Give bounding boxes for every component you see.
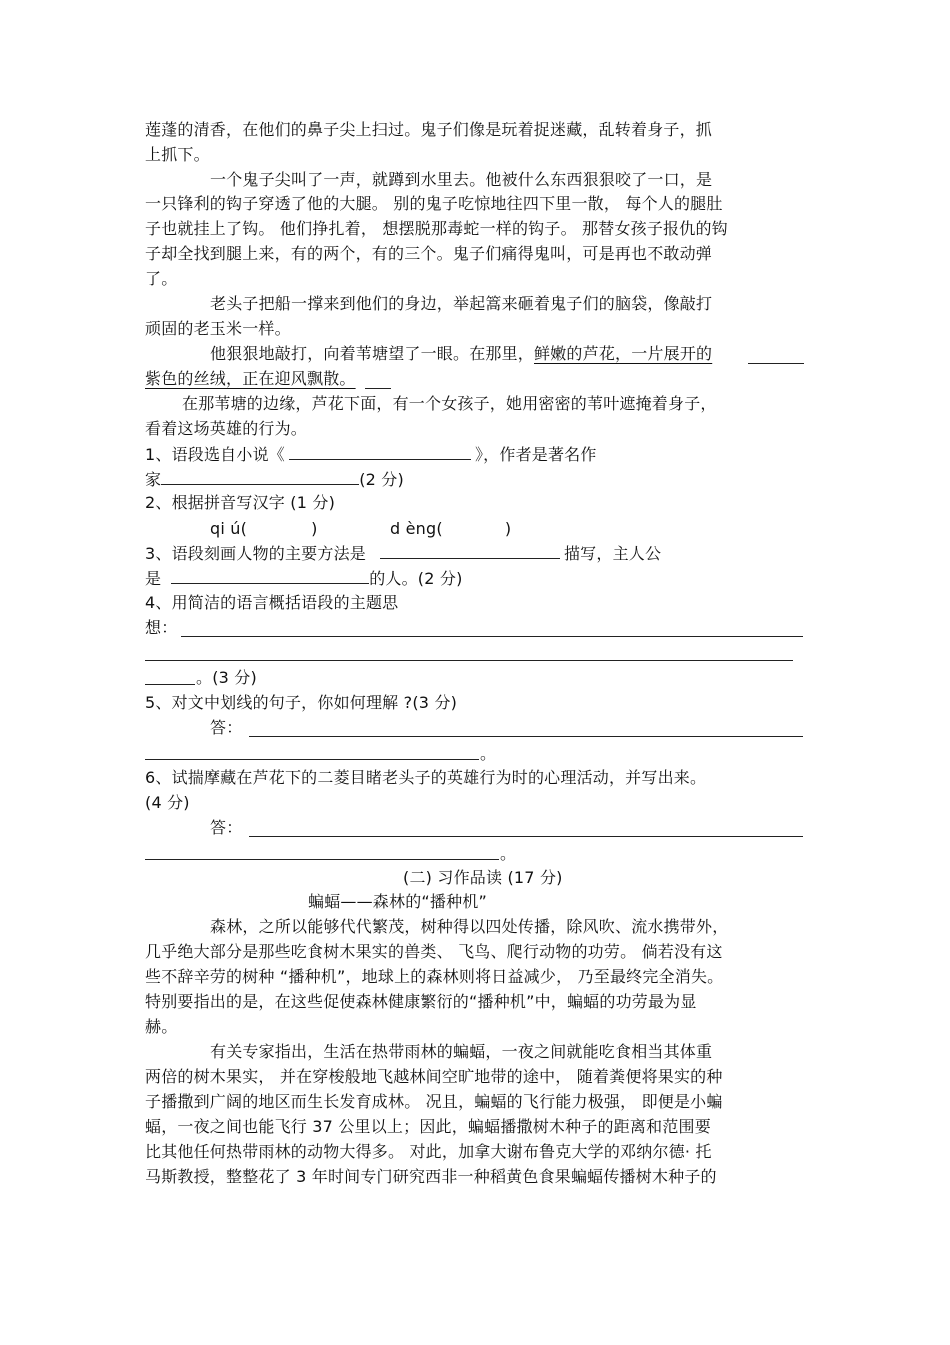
method-blank[interactable] — [380, 541, 560, 559]
passage-line: 了。 — [145, 269, 178, 288]
underline-extension — [365, 388, 391, 389]
question-text: 是 — [145, 569, 162, 588]
question-text: 》，作者是著名作 — [474, 445, 597, 464]
article-line: 比其他任何热带雨林的动物大得多。 对此，加拿大谢布鲁克大学的邓纳尔德· 托 — [145, 1142, 712, 1161]
underline-extension — [748, 363, 804, 364]
question-text: 家 — [145, 470, 162, 489]
novel-title-blank[interactable] — [289, 442, 471, 460]
article-line: 马斯教授，整整花了 3 年时间专门研究西非一种稻黄色食果蝙蝠传播树木种子的 — [145, 1167, 717, 1186]
author-blank[interactable] — [161, 467, 359, 485]
pinyin-2 — [390, 517, 511, 541]
passage-line: 子却全找到腿上来，有的两个，有的三个。鬼子们痛得鬼叫，可是再也不敢动弹 — [145, 244, 713, 263]
passage-line: 老头子把船一撑来到他们的身边，举起篙来砸着鬼子们的脑袋，像敲打 — [210, 294, 713, 313]
passage-line — [210, 342, 712, 366]
question-2: 2、根据拼音写汉字 (1 分) — [145, 493, 336, 512]
article-title: 蝙蝠——森林的“播种机” — [308, 892, 487, 911]
question-1 — [145, 442, 597, 466]
answer-line[interactable] — [145, 684, 195, 685]
answer-line[interactable] — [249, 836, 803, 837]
passage-line: 莲蓬的清香，在他们的鼻子尖上扫过。鬼子们像是玩着捉迷藏，乱转着身子，抓 — [145, 120, 713, 139]
pinyin-text: ) — [311, 519, 318, 538]
answer-line[interactable] — [181, 636, 803, 637]
score-label: (2 分) — [359, 470, 404, 489]
passage-line: 顽固的老玉米一样。 — [145, 319, 291, 338]
question-1-cont — [145, 467, 404, 491]
pinyin-1 — [210, 517, 318, 541]
underlined-sentence: 鲜嫩的芦花，一片展开的 — [534, 344, 713, 363]
question-6: 6、试揣摩藏在芦花下的二菱目睹老头子的英雄行为时的心理活动，并写出来。 — [145, 768, 707, 787]
passage-line — [145, 367, 356, 391]
article-line: 有关专家指出，生活在热带雨林的蝙蝠，一夜之间就能吃食相当其体重 — [210, 1042, 713, 1061]
answer-line[interactable] — [145, 660, 793, 661]
answer-line[interactable] — [145, 859, 499, 860]
question-3-cont — [145, 566, 463, 590]
passage-line: 一只锋利的钩子穿透了他的大腿。 别的鬼子吃惊地往四下里一散， 每个人的腿肚 — [145, 194, 723, 213]
score-label: (4 分) — [145, 793, 190, 812]
period: 。 — [480, 744, 497, 763]
question-5: 5、对文中划线的句子，你如何理解 ?(3 分) — [145, 693, 458, 712]
article-line: 几乎绝大部分是那些吃食树木果实的兽类、 飞鸟、爬行动物的功劳。 倘若没有这 — [145, 942, 723, 961]
pinyin-text: qi ú( — [210, 519, 248, 538]
article-line: 子播撒到广阔的地区而生长发育成林。 况且，蝙蝠的飞行能力极强， 即便是小蝙 — [145, 1092, 723, 1111]
pinyin-text: d èng( — [390, 519, 443, 538]
section-heading: (二) 习作品读 (17 分) — [403, 868, 563, 887]
period: 。 — [500, 844, 517, 863]
passage-text: 他狠狠地敲打，向着苇塘望了一眼。在那里， — [210, 344, 535, 363]
question-3 — [145, 541, 661, 565]
article-line: 特别要指出的是，在这些促使森林健康繁衍的“播种机”中，蝙蝠的功劳最为显 — [145, 992, 697, 1011]
passage-line: 一个鬼子尖叫了一声，就蹲到水里去。他被什么东西狠狠咬了一口，是 — [210, 170, 713, 189]
answer-line[interactable] — [249, 736, 803, 737]
underlined-sentence: 紫色的丝绒，正在迎风飘散。 — [145, 369, 356, 388]
question-4-label: 想： — [145, 618, 178, 637]
article-line: 些不辞辛劳的树种 “播种机”，地球上的森林则将日益减少， 乃至最终完全消失。 — [145, 967, 724, 986]
question-4: 4、用简洁的语言概括语段的主题思 — [145, 593, 399, 612]
question-text: 的人。(2 分) — [369, 569, 463, 588]
question-4-score: 。(3 分) — [196, 668, 257, 687]
pinyin-text: ) — [504, 519, 512, 538]
passage-line: 看着这场英雄的行为。 — [145, 419, 308, 438]
article-line: 森林，之所以能够代代繁茂，树种得以四处传播，除风吹、流水携带外， — [210, 917, 729, 936]
question-text: 描写，主人公 — [563, 544, 662, 563]
question-text: 1、语段选自小说《 — [145, 445, 285, 464]
question-text: 3、语段刻画人物的主要方法是 — [145, 544, 366, 563]
article-line: 赫。 — [145, 1017, 178, 1036]
answer-line[interactable] — [145, 759, 479, 760]
passage-line: 子也就挂上了钩。 他们挣扎着， 想摆脱那毒蛇一样的钩子。 那替女孩子报仇的钩 — [145, 219, 728, 238]
passage-line: 在那苇塘的边缘，芦花下面，有一个女孩子，她用密密的苇叶遮掩着身子， — [182, 394, 717, 413]
answer-label: 答： — [210, 818, 243, 837]
article-line: 蝠，一夜之间也能飞行 37 公里以上；因此，蝙蝠播撒树木种子的距离和范围要 — [145, 1117, 711, 1136]
answer-label: 答： — [210, 718, 243, 737]
character-blank[interactable] — [171, 566, 369, 584]
article-line: 两倍的树木果实， 并在穿梭般地飞越林间空旷地带的途中， 随着粪便将果实的种 — [145, 1067, 723, 1086]
passage-line: 上抓下。 — [145, 145, 210, 164]
